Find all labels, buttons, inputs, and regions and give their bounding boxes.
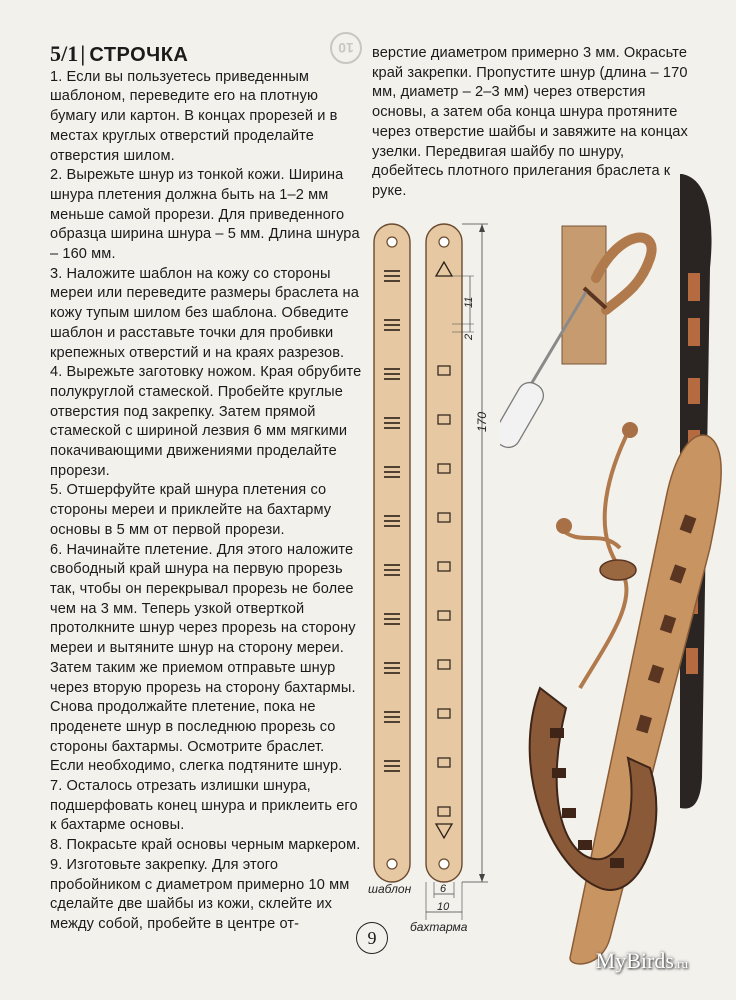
dimension-11-label: 11	[463, 296, 475, 308]
hole-bottom-icon	[387, 859, 397, 869]
watermark-page-number: 10	[330, 32, 362, 64]
dimension-2-label: 2	[463, 333, 475, 340]
step-8: 8. Покрасьте край основы черным маркером.	[50, 837, 361, 854]
step-6: 6. Начинайте плетение. Для этого наложите свободный край шнура на первую прорезь так, чтобы он перекрывал прорезь не более чем на 3 мм. Теперь узкой отверткой протолкните шнур через прорезь на сторону мереи и вытяните шнур на сторону мереи. Затем таким же приемом отправьте шнур через вторую прорезь на сторону бахтармы. Снова продолжайте плетение, пока не проденете шнур в последнюю прорезь со стороны бахтармы. Осмотрите браслет. Если необходимо, слегка подтяните шнур.	[50, 541, 356, 775]
washer-clasp	[600, 560, 636, 580]
back-side-label: бахтарма	[410, 920, 468, 934]
step-9-continued: верстие диаметром примерно 3 мм. Окрасьте край закрепки. Пропустите шнур (длина – 170 мм, диаметр – 2–3 мм) через отверстия основы, а затем оба конца шнура протяните через отверстие шайбы и завяжите на концах узелки. Передвигая шайбу по шнуру, добейтесь плотного прилегания браслета к руке.	[372, 45, 688, 199]
title-separator: |	[80, 41, 86, 66]
back-hole-bottom-icon	[439, 859, 449, 869]
hole-top-icon	[387, 237, 397, 247]
section-title	[50, 41, 362, 66]
page-number: 9	[356, 922, 388, 954]
site-watermark: MyBirds.ru	[595, 948, 688, 973]
template-strip	[374, 224, 410, 882]
step-7: 7. Осталось отрезать излишки шнура, подшерфовать конец шнура и приклеить его к бахтарме основы.	[50, 778, 358, 834]
template-label: шаблон	[368, 882, 412, 896]
back-strip	[426, 224, 462, 882]
step-4: 4. Вырежьте заготовку ножом. Края обрубите полукруглой стамеской. Пробейте круглые отверстия под закрепку. Затем прямой стамеской с шириной лезвия 6 мм мягкими покачивающими движениями проделайте прорези.	[50, 364, 362, 479]
step-5: 5. Отшерфуйте край шнура плетения со стороны мереи и приклейте на бахтарму основы в 5 мм от первой прорези.	[50, 482, 332, 538]
section-number: 5/1	[50, 41, 79, 66]
dimension-10-label: 10	[437, 901, 450, 913]
cord-knot-icon	[622, 422, 638, 438]
back-hole-top-icon	[439, 237, 449, 247]
dimension-6-label: 6	[440, 883, 447, 895]
bracelets-photo	[470, 168, 736, 968]
dimension-170-label: 170	[475, 411, 489, 432]
cord-knot-2-icon	[556, 518, 572, 534]
left-column	[50, 41, 362, 935]
step-1: 1. Если вы пользуетесь приведенным шаблоном, переведите его на плотную бумагу или картон. В концах прорезей и в местах круглых отверстий проделайте отверстия шилом.	[50, 68, 338, 164]
page-title: СТРОЧКА	[89, 44, 189, 66]
step-9: 9. Изготовьте закрепку. Для этого пробойником с диаметром примерно 10 мм сделайте две шайбы из кожи, склейте их между собой, пробейте в центре от-	[50, 856, 350, 932]
step-3: 3. Наложите шаблон на кожу со стороны мереи или переведите размеры браслета на кожу тупым шилом без шаблона. Обведите шаблон и расставьте точки для пробивки крепежных отверстий и на краях разрезов.	[50, 265, 359, 361]
step-2: 2. Вырежьте шнур из тонкой кожи. Ширина шнура плетения должна быть на 1–2 мм меньше самой прорези. Для приведенного образца ширина шнура – 5 мм. Длина шнура – 160 мм.	[50, 167, 360, 263]
bracelet-cord	[580, 428, 630, 688]
